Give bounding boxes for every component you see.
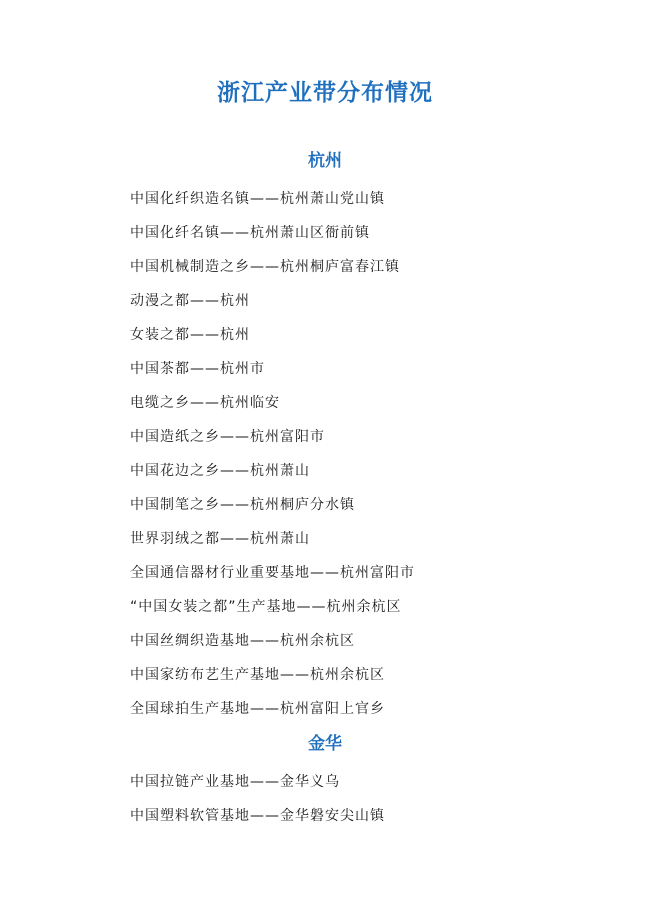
list-item: 中国家纺布艺生产基地——杭州余杭区 xyxy=(130,667,385,683)
list-item: 中国丝绸织造基地——杭州余杭区 xyxy=(130,633,355,649)
list-item: 全国通信器材行业重要基地——杭州富阳市 xyxy=(130,565,415,581)
list-item: 中国花边之乡——杭州萧山 xyxy=(130,463,310,479)
list-item: 中国机械制造之乡——杭州桐庐富春江镇 xyxy=(130,259,400,275)
list-item: 中国制笔之乡——杭州桐庐分水镇 xyxy=(130,497,355,513)
list-item: 中国拉链产业基地——金华义乌 xyxy=(130,774,340,790)
list-item: 电缆之乡——杭州临安 xyxy=(130,395,280,411)
list-item: “中国女装之都”生产基地——杭州余杭区 xyxy=(130,599,402,615)
list-item: 中国塑料软管基地——金华磐安尖山镇 xyxy=(130,808,385,824)
list-item: 动漫之都——杭州 xyxy=(130,293,250,309)
industry-list xyxy=(0,182,650,726)
page-title: 浙江产业带分布情况 xyxy=(217,80,433,106)
section-heading: 金华 xyxy=(308,734,342,754)
list-item: 全国球拍生产基地——杭州富阳上官乡 xyxy=(130,701,385,717)
section-heading: 杭州 xyxy=(308,151,342,171)
list-item: 中国造纸之乡——杭州富阳市 xyxy=(130,429,325,445)
list-item: 女装之都——杭州 xyxy=(130,327,250,343)
list-item: 中国化纤名镇——杭州萧山区衙前镇 xyxy=(130,225,370,241)
industry-list xyxy=(0,765,650,833)
section-jinhua xyxy=(0,731,650,833)
section-hangzhou xyxy=(0,148,650,726)
list-item: 中国化纤织造名镇——杭州萧山党山镇 xyxy=(130,191,385,207)
list-item: 世界羽绒之都——杭州萧山 xyxy=(130,531,310,547)
list-item: 中国茶都——杭州市 xyxy=(130,361,265,377)
